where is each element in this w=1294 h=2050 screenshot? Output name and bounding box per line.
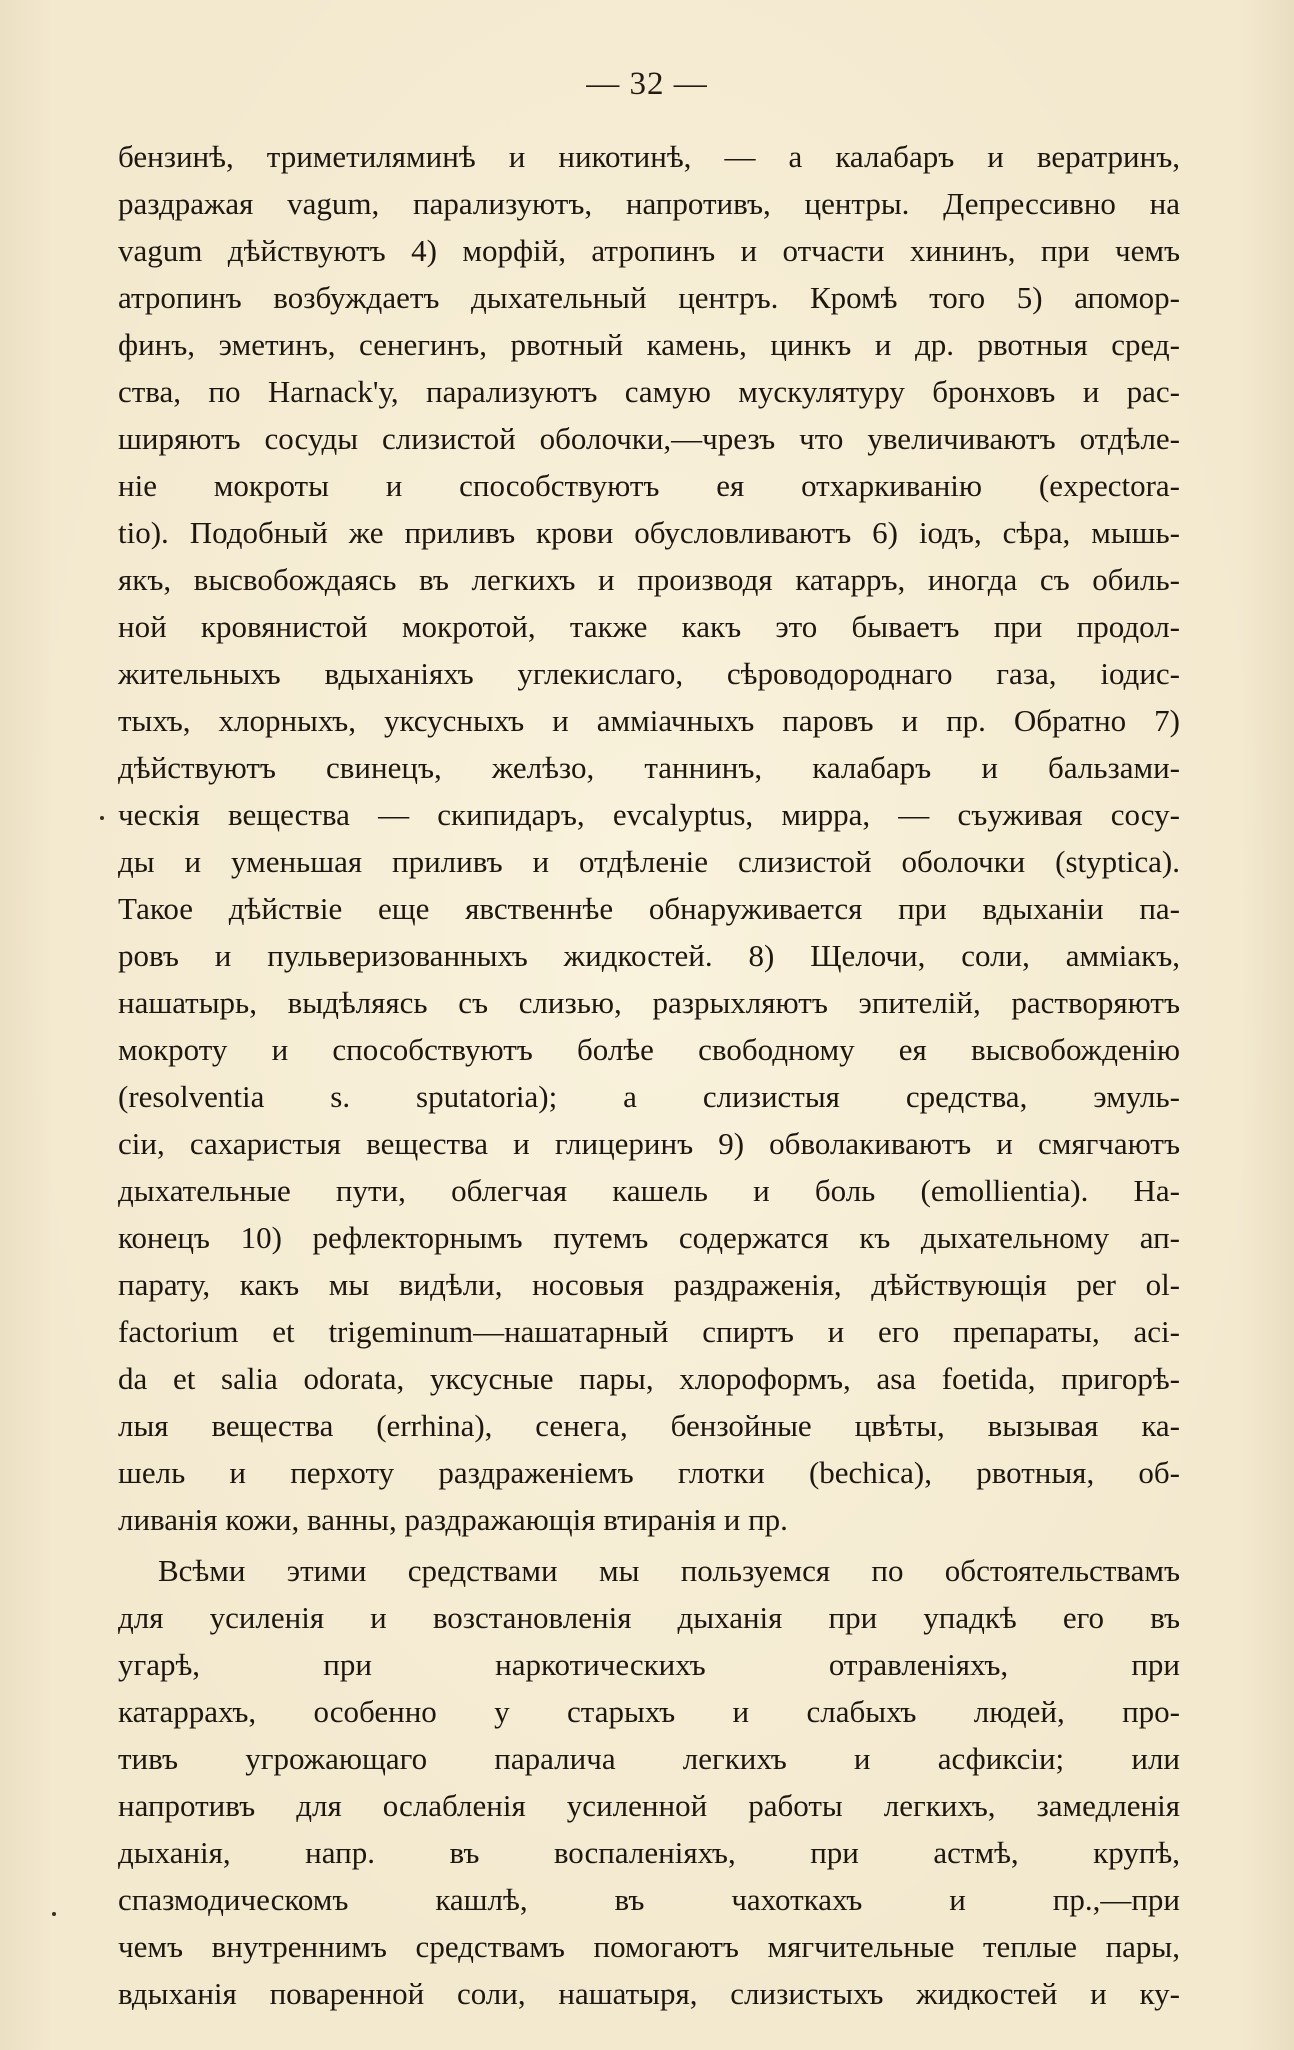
page-number: — 32 — [586, 66, 708, 102]
text-line: da et salia odorata, уксусные пары, хлороформъ, asa foetida, пригорѣ- [118, 1361, 1180, 1396]
text-line: спазмодическомъ кашлѣ, въ чахоткахъ и пр.,—при [118, 1882, 1180, 1917]
text-line: жительныхъ вдыханіяхъ углекислаго, сѣроводороднаго газа, іодис- [118, 656, 1180, 691]
text-line: мокроту и способствуютъ болѣе свободному ея высвобожденію [118, 1032, 1180, 1067]
text-line: финъ, эметинъ, сенегинъ, рвотный камень, цинкъ и др. рвотныя сред- [118, 327, 1180, 362]
text-line: атропинъ возбуждаетъ дыхательный центръ. Кромѣ того 5) апомор- [118, 280, 1180, 315]
paragraph-2 [118, 1547, 1180, 2017]
text-line: tio). Подобный же приливъ крови обусловливаютъ 6) іодъ, сѣра, мышь- [118, 515, 1180, 550]
text-line: для усиленія и возстановленія дыханія при упадкѣ его въ [118, 1600, 1180, 1635]
text-line: Всѣми этими средствами мы пользуемся по обстоятельствамъ [158, 1553, 1180, 1588]
text-line: вдыханія поваренной соли, нашатыря, слизистыхъ жидкостей и ку- [118, 1976, 1180, 2011]
text-line: угарѣ, при наркотическихъ отравленіяхъ, при [118, 1647, 1180, 1682]
margin-speck [100, 816, 104, 820]
text-line: ніе мокроты и способствуютъ ея отхаркиванію (expectora- [118, 468, 1180, 503]
text-line: (resolventia s. sputatoria); а слизистыя средства, эмуль- [118, 1079, 1180, 1114]
text-line: ширяютъ сосуды слизистой оболочки,—чрезъ что увеличиваютъ отдѣле- [118, 421, 1180, 456]
text-line: катаррахъ, особенно у старыхъ и слабыхъ людей, про- [118, 1694, 1180, 1729]
text-line: ды и уменьшая приливъ и отдѣленіе слизистой оболочки (styptica). [118, 844, 1180, 879]
text-line: Такое дѣйствіе еще явственнѣе обнаруживается при вдыханіи па- [118, 891, 1180, 926]
text-line: парату, какъ мы видѣли, носовыя раздраженія, дѣйствующія per ol- [118, 1267, 1180, 1302]
text-line: нашатырь, выдѣляясь съ слизью, разрыхляютъ эпителій, растворяютъ [118, 985, 1180, 1020]
text-line: конецъ 10) рефлекторнымъ путемъ содержатся къ дыхательному ап- [118, 1220, 1180, 1255]
paragraph-1 [118, 133, 1180, 1543]
text-line: тыхъ, хлорныхъ, уксусныхъ и амміачныхъ паровъ и пр. Обратно 7) [118, 703, 1180, 738]
text-line: бензинѣ, триметиляминѣ и никотинѣ, — а калабаръ и вератринъ, [118, 139, 1180, 174]
margin-speck [52, 1912, 56, 1916]
text-line: раздражая vagum, парализуютъ, напротивъ, центры. Депрессивно на [118, 186, 1180, 221]
text-line: ства, по Harnack'у, парализуютъ самую мускулятуру бронховъ и рас- [118, 374, 1180, 409]
body-text [118, 133, 1180, 2017]
text-line: vagum дѣйствуютъ 4) морфій, атропинъ и отчасти хининъ, при чемъ [118, 233, 1180, 268]
text-line: дыхательные пути, облегчая кашель и боль (emollientia). На- [118, 1173, 1180, 1208]
text-line: сіи, сахаристыя вещества и глицеринъ 9) обволакиваютъ и смягчаютъ [118, 1126, 1180, 1161]
text-line: ровъ и пульверизованныхъ жидкостей. 8) Щелочи, соли, амміакъ, [118, 938, 1180, 973]
text-line: дѣйствуютъ свинецъ, желѣзо, таннинъ, калабаръ и бальзами- [118, 750, 1180, 785]
text-line: factorium et trigeminum—нашатарный спиртъ и его препараты, aci- [118, 1314, 1180, 1349]
text-line: дыханія, напр. въ воспаленіяхъ, при астмѣ, крупѣ, [118, 1835, 1180, 1870]
text-line: ной кровянистой мокротой, также какъ это бываетъ при продол- [118, 609, 1180, 644]
text-line: чемъ внутреннимъ средствамъ помогаютъ мягчительные теплые пары, [118, 1929, 1180, 1964]
text-line: тивъ угрожающаго паралича легкихъ и асфиксіи; или [118, 1741, 1180, 1776]
text-line: лыя вещества (errhina), сенега, бензойные цвѣты, вызывая ка- [118, 1408, 1180, 1443]
text-line: шель и перхоту раздраженіемъ глотки (bechica), рвотныя, об- [118, 1455, 1180, 1490]
text-line: якъ, высвобождаясь въ легкихъ и производя катарръ, иногда съ обиль- [118, 562, 1180, 597]
text-line: ческія вещества — скипидаръ, evcalyptus, мирра, — съуживая сосу- [118, 797, 1180, 832]
text-line: ливанія кожи, ванны, раздражающія втиранія и пр. [118, 1502, 788, 1537]
text-line: напротивъ для ослабленія усиленной работы легкихъ, замедленія [118, 1788, 1180, 1823]
